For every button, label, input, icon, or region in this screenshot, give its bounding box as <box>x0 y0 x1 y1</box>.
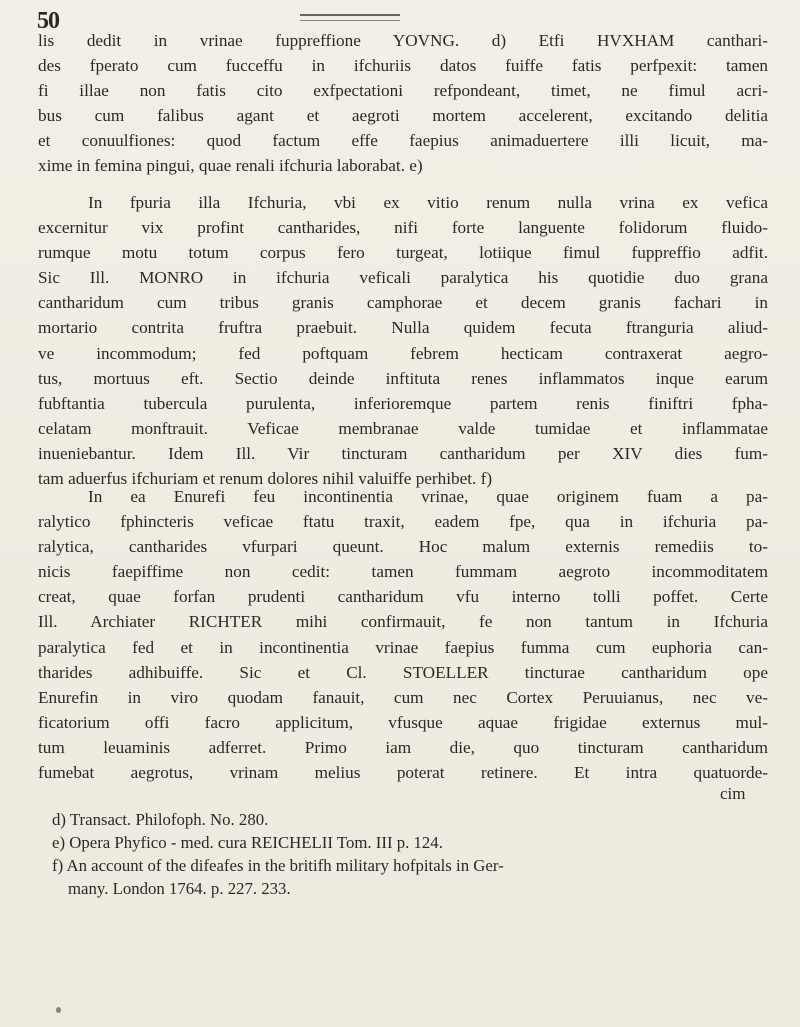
footnote-d: d) Transact. Philofoph. No. 280. <box>52 810 269 829</box>
text-line: tam aduerfus ifchuriam et renum dolores nihil valuiffe perhibet. f) <box>38 469 493 489</box>
text-line: In fpuria illa Ifchuria, vbi ex vitio renum nulla vrina ex vefica <box>88 193 768 212</box>
text-line: et conuulfiones: quod factum effe faepius animaduertere illi licuit, ma- <box>38 131 768 151</box>
ink-speck <box>56 1007 61 1013</box>
text-line: creat, quae forfan prudenti cantharidum vfu interno tolli poffet. Certe <box>38 587 768 607</box>
text-line: tus, mortuus eft. Sectio deinde inftituta renes inflammatos inque earum <box>38 368 768 388</box>
text-line: ve incommodum; fed poftquam febrem hecticam contraxerat aegro- <box>38 343 768 363</box>
text-line: fi illae non fatis cito exfpectationi refpondeant, timet, ne fimul acri- <box>38 81 768 101</box>
text-line: ficatorium offi facro applicitum, vfusque aquae frigidae externus mul- <box>38 712 768 732</box>
footnotes <box>52 808 772 900</box>
text-line: fubftantia tubercula purulenta, inferioremque partem renis finiftri fpha- <box>38 393 768 413</box>
footnote-f-continued: many. London 1764. p. 227. 233. <box>68 879 291 898</box>
text-line: nicis faepiffime non cedit: tamen fummam aegroto incommoditatem <box>38 562 768 582</box>
text-line: fumebat aegrotus, vrinam melius poterat retinere. Et intra quatuorde- <box>38 763 768 783</box>
text-line: inueniebantur. Idem Ill. Vir tincturam cantharidum per XIV dies fum- <box>38 443 768 463</box>
text-line: ralytica, cantharides vfurpari queunt. Hoc malum externis remediis to- <box>38 537 768 557</box>
text-line: celatam monftrauit. Veficae membranae valde tumidae et inflammatae <box>38 418 768 438</box>
text-line: In ea Enurefi feu incontinentia vrinae, quae originem fuam a pa- <box>88 487 768 506</box>
footnote-e: e) Opera Phyfico - med. cura REICHELII Tom. III p. 124. <box>52 833 443 852</box>
text-line: bus cum falibus agant et aegroti mortem accelerent, excitando delitia <box>38 106 768 126</box>
text-line: excernitur vix profint cantharides, nifi forte languente folidorum fluido- <box>38 218 768 238</box>
text-line: tharides adhibuiffe. Sic et Cl. STOELLER tincturae cantharidum ope <box>38 662 768 682</box>
catchword: cim <box>720 784 746 803</box>
text-line: Sic Ill. MONRO in ifchuria veficali paralytica his quotidie duo grana <box>38 268 768 288</box>
text-line: Enurefin in viro quodam fanauit, cum nec Cortex Peruuianus, nec ve- <box>38 687 768 707</box>
text-line: des fperato cum fucceffu in ifchuriis datos fuiffe fatis perfpexit: tamen <box>38 56 768 76</box>
paragraph-2 <box>38 190 768 491</box>
paragraph-3 <box>38 484 768 785</box>
text-line: lis dedit in vrinae fuppreffione YOVNG. d) Etfi HVXHAM canthari- <box>38 31 768 50</box>
text-line: Ill. Archiater RICHTER mihi confirmauit, fe non tantum in Ifchuria <box>38 612 768 632</box>
text-line: mortario contrita fruftra praebuit. Nulla quidem fecuta ftranguria aliud- <box>38 318 768 338</box>
text-line: xime in femina pingui, quae renali ifchuria laborabat. e) <box>38 156 423 176</box>
paragraph-1 <box>38 28 768 179</box>
text-line: rumque motu totum corpus fero turgeat, lotiique fimul fuppreffio adfit. <box>38 243 768 263</box>
text-line: tum leuaminis adferret. Primo iam die, quo tincturam cantharidum <box>38 737 768 757</box>
text-line: paralytica fed et in incontinentia vrinae faepius fumma cum euphoria can- <box>38 637 768 657</box>
page-number: 50 <box>37 8 59 34</box>
footnote-f: f) An account of the difeafes in the britifh military hofpitals in Ger- <box>52 856 504 875</box>
text-line: ralytico fphincteris veficae ftatu traxit, eadem fpe, qua in ifchuria pa- <box>38 512 768 532</box>
header-rule <box>300 14 400 21</box>
text-line: cantharidum cum tribus granis camphorae et decem granis fachari in <box>38 293 768 313</box>
